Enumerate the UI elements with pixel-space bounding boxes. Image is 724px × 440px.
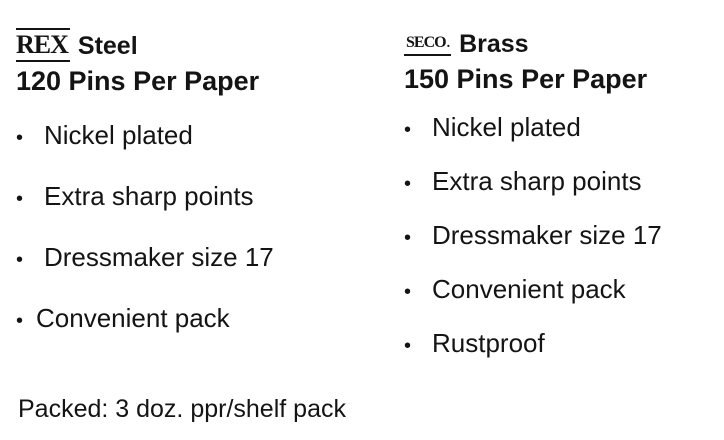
seco-feature-label: Dressmaker size 17 — [432, 220, 662, 250]
seco-feature-label: Rustproof — [432, 328, 545, 358]
bullet-icon: • — [16, 127, 24, 149]
rex-feature-item — [16, 120, 376, 153]
seco-metal-label: Brass — [459, 30, 529, 58]
rex-feature-label: Convenient pack — [36, 303, 230, 333]
rex-feature-label: Nickel plated — [44, 120, 193, 150]
bullet-icon: • — [16, 188, 24, 210]
seco-feature-item — [404, 274, 720, 307]
bullet-icon: • — [404, 281, 412, 303]
seco-feature-label: Nickel plated — [432, 112, 581, 142]
bullet-icon: • — [404, 335, 412, 357]
rex-feature-label: Extra sharp points — [44, 181, 254, 211]
rex-product-column — [16, 28, 376, 364]
seco-feature-label: Extra sharp points — [432, 166, 642, 196]
packing-note: Packed: 3 doz. ppr/shelf pack — [18, 395, 346, 423]
seco-product-column — [404, 28, 720, 382]
seco-feature-list — [404, 112, 720, 361]
rex-feature-label: Dressmaker size 17 — [44, 242, 274, 272]
rex-heading — [16, 28, 376, 62]
rex-metal-label: Steel — [77, 32, 138, 60]
rex-feature-list — [16, 120, 376, 336]
bullet-icon: • — [404, 173, 412, 195]
seco-feature-item — [404, 112, 720, 145]
bullet-icon: • — [404, 119, 412, 141]
bullet-icon: • — [404, 227, 412, 249]
seco-brand-logo: SECO. — [404, 33, 451, 56]
rex-feature-item — [16, 303, 376, 336]
seco-feature-label: Convenient pack — [432, 274, 626, 304]
bullet-icon: • — [16, 249, 24, 271]
seco-feature-item — [404, 166, 720, 199]
seco-feature-item — [404, 328, 720, 361]
rex-pins-per-paper: 120 Pins Per Paper — [16, 66, 260, 96]
seco-heading — [404, 28, 720, 60]
seco-pins-per-paper: 150 Pins Per Paper — [404, 64, 648, 94]
rex-feature-item — [16, 242, 376, 275]
rex-feature-item — [16, 181, 376, 214]
seco-feature-item — [404, 220, 720, 253]
bullet-icon: • — [16, 310, 24, 332]
rex-brand-logo: REX — [16, 28, 70, 62]
